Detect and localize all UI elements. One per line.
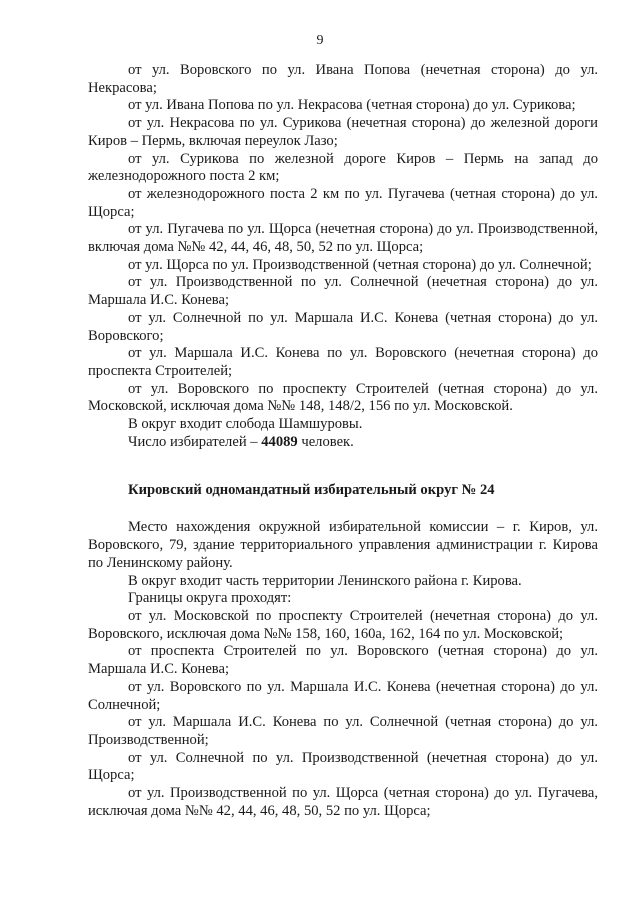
border-item: от ул. Маршала И.С. Конева по ул. Солнечной (четная сторона) до ул. Производственной;	[88, 714, 598, 748]
border-item: от ул. Некрасова по ул. Сурикова (нечетная сторона) до железной дороги Киров – Пермь, включая переулок Лазо;	[88, 115, 598, 149]
commission-location: Место нахождения окружной избирательной комиссии – г. Киров, ул. Воровского, 79, здание территориального управления администрации г. Кирова по Ленинскому району.	[88, 519, 598, 571]
border-item: от проспекта Строителей по ул. Воровского (четная сторона) до ул. Маршала И.С. Конева;	[88, 643, 598, 678]
border-item: от ул. Производственной по ул. Щорса (четная сторона) до ул. Пугачева, исключая дома №№ 42, 44, 46, 48, 50, 52 по ул. Щорса;	[88, 785, 598, 819]
border-item: от ул. Солнечной по ул. Маршала И.С. Конева (четная сторона) до ул. Воровского;	[88, 309, 598, 344]
border-item: от ул. Маршала И.С. Конева по ул. Воровского (нечетная сторона) до проспекта Строителей;	[88, 345, 598, 379]
section-title: Кировский одномандатный избирательный округ № 24	[128, 482, 495, 499]
border-item: от ул. Сурикова по железной дороге Киров – Пермь на запад до железнодорожного поста 2 км;	[88, 150, 598, 185]
district-composition: В округ входит часть территории Ленинского района г. Кирова.	[128, 572, 522, 589]
voters-prefix: Число избирателей –	[128, 433, 262, 450]
border-item: от ул. Московской по проспекту Строителей (нечетная сторона) до ул. Воровского, исключая дома №№ 158, 160, 160а, 162, 164 по ул. Московской;	[88, 607, 598, 642]
voters-count: 44089	[261, 433, 298, 450]
document-body	[88, 62, 598, 820]
border-item: от ул. Солнечной по ул. Производственной (нечетная сторона) до ул. Щорса;	[88, 749, 598, 784]
voters-count-line	[88, 434, 598, 452]
border-item: от ул. Пугачева по ул. Щорса (нечетная сторона) до ул. Производственной, включая дома №№ 42, 44, 46, 48, 50, 52 по ул. Щорса;	[88, 221, 598, 256]
border-item: от ул. Ивана Попова по ул. Некрасова (четная сторона) до ул. Сурикова;	[128, 97, 576, 114]
sloboda-note: В округ входит слобода Шамшуровы.	[128, 416, 363, 433]
border-item: от ул. Воровского по ул. Маршала И.С. Конева (нечетная сторона) до ул. Солнечной;	[88, 678, 598, 713]
border-item: от ул. Производственной по ул. Солнечной (нечетная сторона) до ул. Маршала И.С. Конева;	[88, 274, 598, 309]
border-item: от ул. Щорса по ул. Производственной (четная сторона) до ул. Солнечной;	[128, 256, 592, 273]
border-item: от железнодорожного поста 2 км по ул. Пугачева (четная сторона) до ул. Щорса;	[88, 185, 598, 220]
page-number: 9	[316, 33, 324, 48]
border-item: от ул. Воровского по проспекту Строителей (четная сторона) до ул. Московской, исключая дома №№ 148, 148/2, 156 по ул. Московской.	[88, 380, 598, 415]
voters-suffix: человек.	[297, 433, 354, 450]
borders-heading: Границы округа проходят:	[128, 590, 292, 607]
border-item: от ул. Воровского по ул. Ивана Попова (нечетная сторона) до ул. Некрасова;	[88, 62, 598, 96]
